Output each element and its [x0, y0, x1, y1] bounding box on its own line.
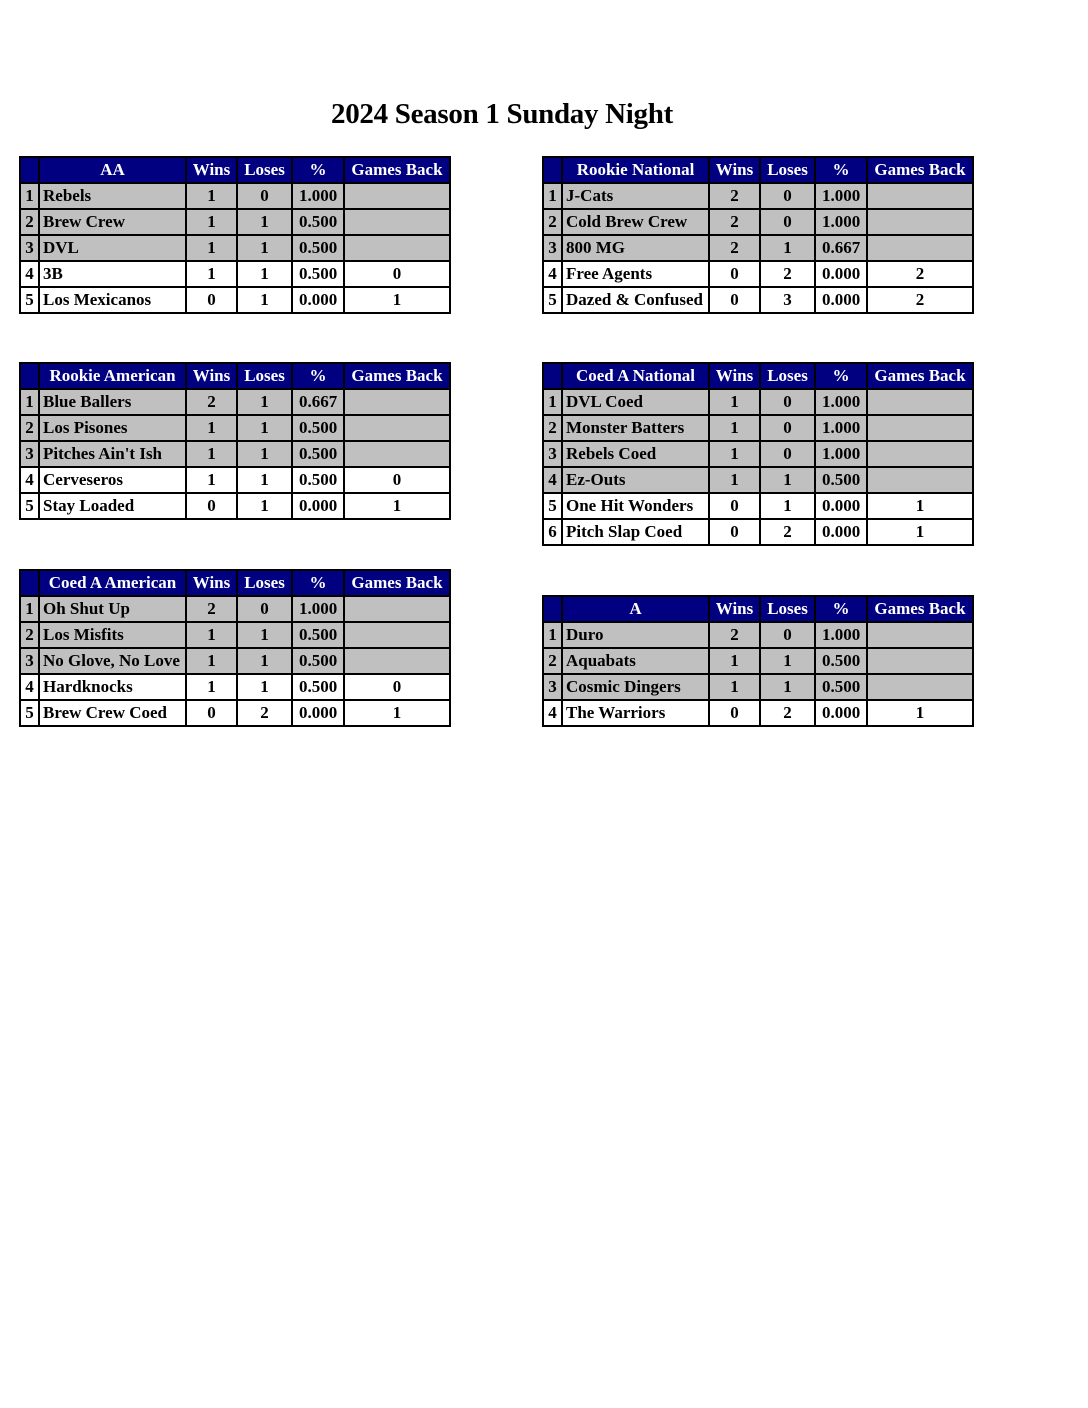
table-row: [543, 389, 973, 415]
division-name: A: [562, 596, 709, 622]
pct-header: %: [815, 596, 867, 622]
games-back-cell: [344, 622, 450, 648]
table-row: [543, 441, 973, 467]
games-back-header: Games Back: [867, 157, 973, 183]
header-row: [20, 570, 450, 596]
rank-cell: 3: [543, 441, 562, 467]
loses-header: Loses: [760, 157, 815, 183]
standings-table-a: [542, 595, 974, 727]
wins-cell: 1: [186, 441, 237, 467]
table-row: [20, 622, 450, 648]
loses-cell: 0: [760, 183, 815, 209]
table-row: [20, 700, 450, 726]
loses-cell: 1: [237, 415, 292, 441]
wins-cell: 1: [186, 467, 237, 493]
games-back-cell: [867, 467, 973, 493]
games-back-header: Games Back: [344, 363, 450, 389]
team-name: DVL: [39, 235, 186, 261]
table-row: [543, 648, 973, 674]
rank-cell: 6: [543, 519, 562, 545]
loses-cell: 1: [760, 648, 815, 674]
rank-cell: 2: [543, 415, 562, 441]
table-row: [20, 389, 450, 415]
pct-cell: 0.000: [292, 493, 344, 519]
wins-cell: 2: [709, 235, 760, 261]
games-back-cell: 1: [344, 287, 450, 313]
loses-cell: 0: [760, 622, 815, 648]
loses-cell: 3: [760, 287, 815, 313]
wins-cell: 1: [186, 648, 237, 674]
table-row: [543, 261, 973, 287]
table-row: [20, 596, 450, 622]
loses-cell: 1: [237, 493, 292, 519]
rank-header: [20, 157, 39, 183]
loses-cell: 1: [237, 287, 292, 313]
table-row: [20, 648, 450, 674]
loses-header: Loses: [760, 596, 815, 622]
games-back-cell: [867, 648, 973, 674]
games-back-cell: [867, 389, 973, 415]
header-row: [20, 363, 450, 389]
pct-cell: 0.000: [815, 287, 867, 313]
loses-cell: 2: [760, 519, 815, 545]
loses-cell: 1: [237, 622, 292, 648]
wins-cell: 1: [186, 415, 237, 441]
games-back-cell: 0: [344, 467, 450, 493]
rank-cell: 2: [20, 622, 39, 648]
games-back-cell: [344, 209, 450, 235]
wins-cell: 1: [709, 389, 760, 415]
games-back-cell: [867, 183, 973, 209]
loses-header: Loses: [237, 363, 292, 389]
rank-cell: 1: [20, 596, 39, 622]
team-name: Cosmic Dingers: [562, 674, 709, 700]
table-row: [20, 209, 450, 235]
team-name: Dazed & Confused: [562, 287, 709, 313]
rank-cell: 5: [543, 493, 562, 519]
games-back-cell: [344, 596, 450, 622]
table-row: [20, 441, 450, 467]
rank-cell: 5: [20, 287, 39, 313]
wins-header: Wins: [186, 363, 237, 389]
wins-cell: 1: [709, 674, 760, 700]
loses-cell: 0: [760, 415, 815, 441]
loses-header: Loses: [237, 157, 292, 183]
loses-cell: 1: [237, 441, 292, 467]
wins-cell: 1: [186, 209, 237, 235]
pct-cell: 0.500: [815, 467, 867, 493]
team-name: Rebels: [39, 183, 186, 209]
pct-cell: 0.500: [292, 467, 344, 493]
loses-cell: 1: [237, 674, 292, 700]
loses-cell: 2: [760, 700, 815, 726]
wins-cell: 0: [709, 261, 760, 287]
rank-cell: 3: [20, 648, 39, 674]
header-row: [20, 157, 450, 183]
pct-cell: 1.000: [292, 596, 344, 622]
games-back-header: Games Back: [344, 570, 450, 596]
games-back-cell: 1: [344, 700, 450, 726]
rank-cell: 4: [543, 700, 562, 726]
wins-cell: 1: [186, 622, 237, 648]
games-back-cell: 2: [867, 261, 973, 287]
games-back-cell: 0: [344, 261, 450, 287]
games-back-header: Games Back: [344, 157, 450, 183]
wins-header: Wins: [186, 157, 237, 183]
header-row: [543, 363, 973, 389]
division-name: AA: [39, 157, 186, 183]
pct-cell: 0.500: [292, 441, 344, 467]
games-back-cell: [344, 415, 450, 441]
games-back-cell: 1: [344, 493, 450, 519]
table-row: [20, 467, 450, 493]
rank-header: [543, 596, 562, 622]
pct-cell: 0.667: [292, 389, 344, 415]
pct-cell: 1.000: [815, 622, 867, 648]
loses-cell: 1: [760, 674, 815, 700]
pct-cell: 0.500: [292, 674, 344, 700]
rank-cell: 5: [20, 493, 39, 519]
loses-cell: 0: [237, 596, 292, 622]
table-row: [20, 415, 450, 441]
division-name: Coed A National: [562, 363, 709, 389]
wins-cell: 0: [186, 287, 237, 313]
games-back-cell: 1: [867, 519, 973, 545]
loses-cell: 1: [237, 648, 292, 674]
table-row: [543, 287, 973, 313]
wins-header: Wins: [709, 157, 760, 183]
wins-cell: 2: [186, 596, 237, 622]
rank-cell: 3: [20, 235, 39, 261]
team-name: Stay Loaded: [39, 493, 186, 519]
team-name: J-Cats: [562, 183, 709, 209]
pct-cell: 0.500: [292, 622, 344, 648]
wins-cell: 1: [709, 415, 760, 441]
rank-cell: 1: [543, 183, 562, 209]
wins-cell: 0: [709, 700, 760, 726]
rank-header: [543, 363, 562, 389]
games-back-cell: [867, 235, 973, 261]
pct-cell: 0.500: [292, 415, 344, 441]
pct-header: %: [292, 570, 344, 596]
division-name: Coed A American: [39, 570, 186, 596]
games-back-header: Games Back: [867, 363, 973, 389]
loses-cell: 1: [760, 493, 815, 519]
rank-cell: 3: [543, 674, 562, 700]
loses-cell: 0: [760, 441, 815, 467]
wins-cell: 0: [186, 493, 237, 519]
pct-header: %: [815, 157, 867, 183]
team-name: Rebels Coed: [562, 441, 709, 467]
wins-cell: 2: [709, 183, 760, 209]
team-name: Hardknocks: [39, 674, 186, 700]
header-row: [543, 596, 973, 622]
games-back-cell: [867, 622, 973, 648]
wins-cell: 1: [186, 183, 237, 209]
games-back-cell: [867, 674, 973, 700]
wins-cell: 1: [709, 648, 760, 674]
team-name: One Hit Wonders: [562, 493, 709, 519]
loses-cell: 0: [237, 183, 292, 209]
rank-cell: 2: [543, 209, 562, 235]
table-row: [20, 235, 450, 261]
header-row: [543, 157, 973, 183]
table-row: [543, 493, 973, 519]
table-row: [20, 287, 450, 313]
rank-header: [543, 157, 562, 183]
rank-cell: 2: [20, 209, 39, 235]
pct-cell: 0.000: [815, 700, 867, 726]
loses-cell: 1: [237, 209, 292, 235]
team-name: Brew Crew Coed: [39, 700, 186, 726]
pct-cell: 0.500: [815, 648, 867, 674]
standings-table-ca-am: [19, 569, 451, 727]
rank-cell: 2: [20, 415, 39, 441]
wins-cell: 1: [709, 467, 760, 493]
rank-header: [20, 363, 39, 389]
team-name: Los Misfits: [39, 622, 186, 648]
wins-cell: 2: [186, 389, 237, 415]
games-back-cell: [344, 648, 450, 674]
pct-header: %: [815, 363, 867, 389]
team-name: Free Agents: [562, 261, 709, 287]
loses-cell: 2: [760, 261, 815, 287]
wins-header: Wins: [709, 363, 760, 389]
rank-cell: 1: [20, 183, 39, 209]
pct-cell: 1.000: [815, 389, 867, 415]
wins-cell: 2: [709, 622, 760, 648]
team-name: 800 MG: [562, 235, 709, 261]
table-row: [20, 674, 450, 700]
rank-cell: 1: [20, 389, 39, 415]
loses-cell: 0: [760, 209, 815, 235]
wins-cell: 1: [186, 235, 237, 261]
wins-cell: 0: [709, 493, 760, 519]
pct-cell: 0.000: [815, 261, 867, 287]
pct-cell: 0.000: [815, 493, 867, 519]
loses-cell: 1: [237, 261, 292, 287]
wins-cell: 0: [186, 700, 237, 726]
loses-cell: 1: [237, 467, 292, 493]
table-row: [543, 209, 973, 235]
games-back-cell: 1: [867, 700, 973, 726]
team-name: Aquabats: [562, 648, 709, 674]
rank-cell: 4: [543, 467, 562, 493]
rank-cell: 3: [20, 441, 39, 467]
pct-header: %: [292, 363, 344, 389]
rank-cell: 4: [20, 261, 39, 287]
rank-cell: 1: [543, 389, 562, 415]
pct-cell: 1.000: [815, 441, 867, 467]
pct-cell: 0.000: [292, 287, 344, 313]
table-row: [20, 183, 450, 209]
team-name: Cerveseros: [39, 467, 186, 493]
pct-cell: 0.500: [292, 209, 344, 235]
loses-cell: 1: [760, 467, 815, 493]
pct-cell: 0.500: [292, 261, 344, 287]
table-row: [543, 183, 973, 209]
pct-cell: 0.000: [292, 700, 344, 726]
team-name: Pitches Ain't Ish: [39, 441, 186, 467]
loses-header: Loses: [237, 570, 292, 596]
wins-cell: 1: [709, 441, 760, 467]
division-name: Rookie National: [562, 157, 709, 183]
team-name: Los Pisones: [39, 415, 186, 441]
team-name: No Glove, No Love: [39, 648, 186, 674]
rank-cell: 3: [543, 235, 562, 261]
games-back-cell: [867, 415, 973, 441]
team-name: The Warriors: [562, 700, 709, 726]
team-name: Cold Brew Crew: [562, 209, 709, 235]
games-back-header: Games Back: [867, 596, 973, 622]
pct-cell: 1.000: [815, 183, 867, 209]
table-row: [543, 467, 973, 493]
table-row: [543, 519, 973, 545]
division-name: Rookie American: [39, 363, 186, 389]
team-name: Pitch Slap Coed: [562, 519, 709, 545]
rank-cell: 5: [543, 287, 562, 313]
standings-table-aa: [19, 156, 451, 314]
wins-cell: 0: [709, 519, 760, 545]
team-name: Oh Shut Up: [39, 596, 186, 622]
team-name: Brew Crew: [39, 209, 186, 235]
table-row: [543, 235, 973, 261]
table-row: [20, 261, 450, 287]
games-back-cell: [344, 183, 450, 209]
loses-header: Loses: [760, 363, 815, 389]
games-back-cell: 0: [344, 674, 450, 700]
pct-cell: 0.500: [815, 674, 867, 700]
table-row: [543, 700, 973, 726]
games-back-cell: [867, 209, 973, 235]
games-back-cell: [867, 441, 973, 467]
team-name: 3B: [39, 261, 186, 287]
wins-header: Wins: [186, 570, 237, 596]
games-back-cell: [344, 441, 450, 467]
table-row: [20, 493, 450, 519]
table-row: [543, 622, 973, 648]
standings-table-ca-nat: [542, 362, 974, 546]
games-back-cell: 1: [867, 493, 973, 519]
pct-cell: 1.000: [292, 183, 344, 209]
pct-header: %: [292, 157, 344, 183]
wins-cell: 0: [709, 287, 760, 313]
rank-cell: 4: [20, 674, 39, 700]
pct-cell: 1.000: [815, 209, 867, 235]
pct-cell: 0.000: [815, 519, 867, 545]
team-name: Los Mexicanos: [39, 287, 186, 313]
team-name: Duro: [562, 622, 709, 648]
pct-cell: 0.667: [815, 235, 867, 261]
team-name: DVL Coed: [562, 389, 709, 415]
loses-cell: 1: [760, 235, 815, 261]
wins-cell: 1: [186, 674, 237, 700]
games-back-cell: 2: [867, 287, 973, 313]
standings-table-rn: [542, 156, 974, 314]
rank-cell: 1: [543, 622, 562, 648]
rank-cell: 4: [543, 261, 562, 287]
games-back-cell: [344, 235, 450, 261]
pct-cell: 0.500: [292, 648, 344, 674]
games-back-cell: [344, 389, 450, 415]
loses-cell: 1: [237, 235, 292, 261]
page-title: 2024 Season 1 Sunday Night: [331, 98, 673, 130]
loses-cell: 0: [760, 389, 815, 415]
wins-header: Wins: [709, 596, 760, 622]
loses-cell: 2: [237, 700, 292, 726]
team-name: Blue Ballers: [39, 389, 186, 415]
wins-cell: 1: [186, 261, 237, 287]
rank-header: [20, 570, 39, 596]
rank-cell: 2: [543, 648, 562, 674]
rank-cell: 4: [20, 467, 39, 493]
standings-table-ra: [19, 362, 451, 520]
team-name: Ez-Outs: [562, 467, 709, 493]
table-row: [543, 415, 973, 441]
rank-cell: 5: [20, 700, 39, 726]
wins-cell: 2: [709, 209, 760, 235]
pct-cell: 1.000: [815, 415, 867, 441]
loses-cell: 1: [237, 389, 292, 415]
team-name: Monster Batters: [562, 415, 709, 441]
pct-cell: 0.500: [292, 235, 344, 261]
table-row: [543, 674, 973, 700]
